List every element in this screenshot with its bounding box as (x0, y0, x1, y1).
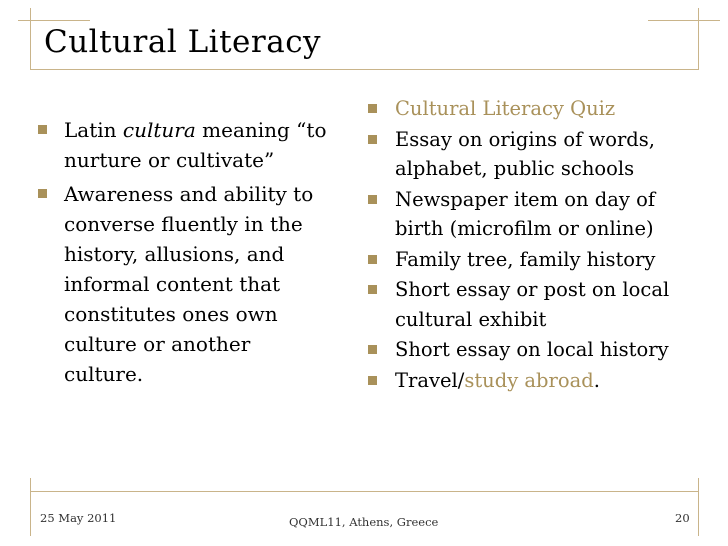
slide-title: Cultural Literacy (44, 24, 322, 60)
latin-term: cultura (122, 118, 196, 142)
list-item[interactable] (366, 94, 706, 124)
square-bullet-icon (368, 255, 377, 264)
page-number: 20 (675, 511, 690, 525)
footer-date: 25 May 2011 (40, 511, 117, 525)
square-bullet-icon (368, 195, 377, 204)
list-item: Travel/study abroad. (366, 366, 706, 396)
square-bullet-icon (368, 285, 377, 294)
square-bullet-icon (368, 345, 377, 354)
square-bullet-icon (368, 376, 377, 385)
frame-top-left-vertical (30, 8, 31, 70)
square-bullet-icon (38, 189, 47, 198)
left-bullet-list (36, 115, 341, 391)
list-item: Essay on origins of words, alphabet, public schools (366, 125, 706, 184)
list-item: Family tree, family history (366, 245, 706, 275)
list-item: Short essay or post on local cultural exhibit (366, 275, 706, 334)
title-divider (30, 69, 699, 70)
frame-top-left-horizontal (18, 20, 90, 21)
quiz-link[interactable]: Cultural Literacy Quiz (395, 97, 616, 120)
list-item: Short essay on local history (366, 335, 706, 365)
right-bullet-list (366, 94, 706, 396)
frame-bottom-right-vertical (698, 478, 699, 536)
square-bullet-icon (368, 135, 377, 144)
frame-top-right-vertical (698, 8, 699, 70)
study-abroad-link[interactable]: study abroad (464, 368, 594, 392)
list-item: Latin cultura meaning “to nurture or cultivate” (36, 115, 369, 175)
frame-top-right-horizontal (648, 20, 720, 21)
square-bullet-icon (38, 125, 47, 134)
frame-bottom-left-vertical (30, 478, 31, 536)
footer-conference: QQML11, Athens, Greece (289, 515, 439, 529)
square-bullet-icon (368, 104, 377, 113)
list-item: Awareness and ability to converse fluently in the history, allusions, and informal content that constitutes ones own culture or another culture. (36, 179, 322, 389)
list-item: Newspaper item on day of birth (microfilm or online) (366, 185, 706, 244)
footer-divider (30, 491, 699, 492)
